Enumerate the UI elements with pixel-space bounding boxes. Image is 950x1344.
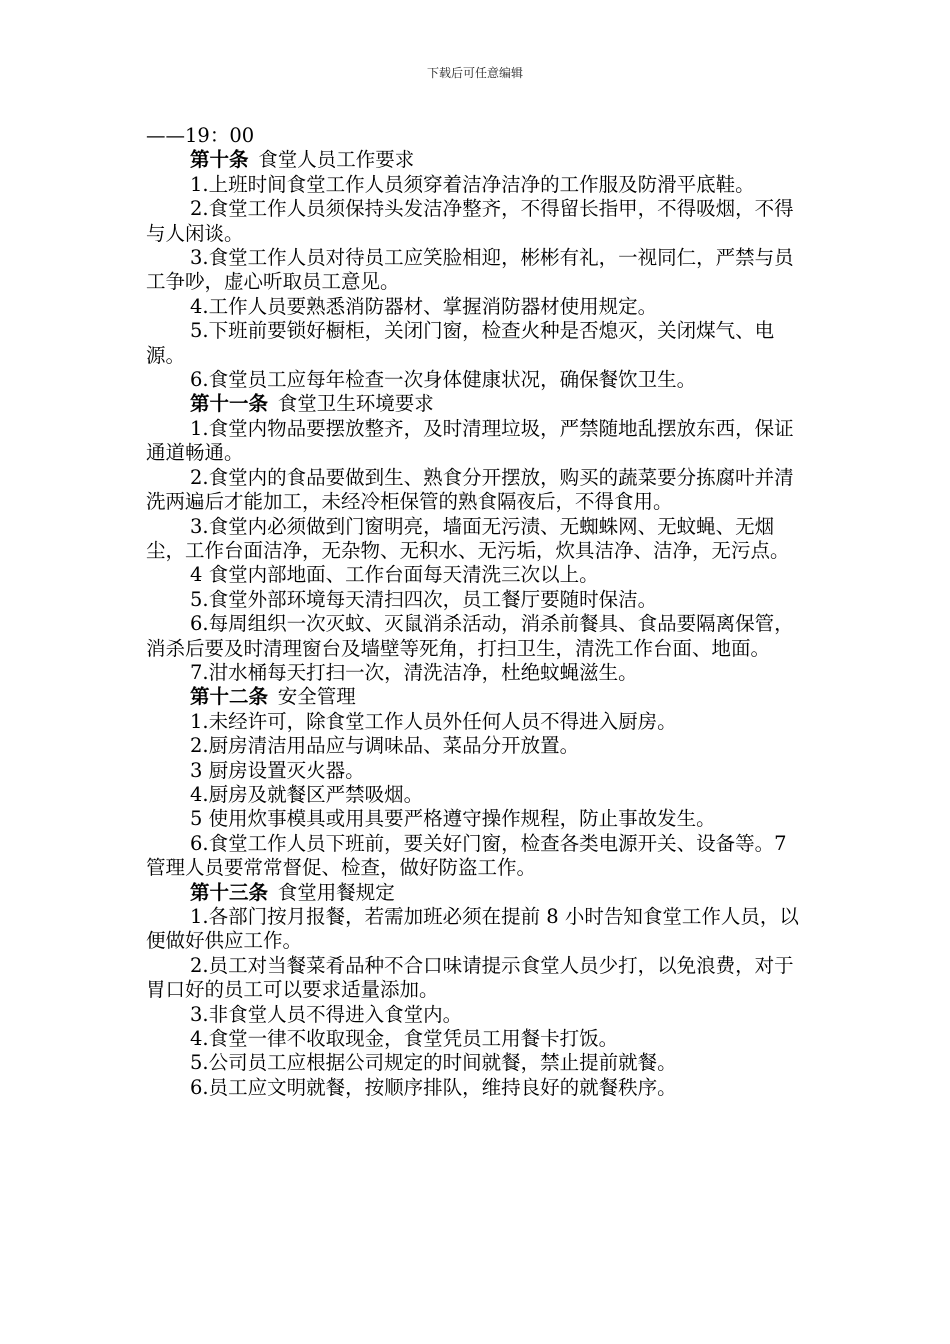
paragraph: ——19：00: [146, 124, 255, 147]
article-title: 食堂人员工作要求: [248, 148, 415, 172]
article-title: 食堂用餐规定: [268, 880, 395, 904]
paragraph: 1.上班时间食堂工作人员须穿着洁净洁净的工作服及防滑平底鞋。: [190, 172, 755, 196]
paragraph: 5.食堂外部环境每天清扫四次，员工餐厅要随时保洁。: [190, 587, 658, 611]
paragraph: 4.厨房及就餐区严禁吸烟。: [190, 782, 424, 806]
article-number: 第十条: [190, 148, 249, 172]
paragraph: 1.食堂内物品要摆放整齐，及时清理垃圾，严禁随地乱摆放东西，保证通道畅通。: [146, 416, 794, 465]
paragraph: 3.非食堂人员不得进入食堂内。: [190, 1002, 463, 1026]
article-number: 第十二条: [190, 685, 269, 709]
paragraph: 6.员工应文明就餐，按顺序排队，维持良好的就餐秩序。: [190, 1075, 677, 1099]
paragraph: 3.食堂工作人员对待员工应笑脸相迎，彬彬有礼，一视同仁，严禁与员工争吵，虚心听取员工意见。: [146, 246, 794, 294]
paragraph: 5.公司员工应根据公司规定的时间就餐，禁止提前就餐。: [190, 1051, 677, 1075]
paragraph: 6.每周组织一次灭蚊、灭鼠消杀活动，消杀前餐具、食品要隔离保管，消杀后要及时清理窗台及墙壁等死角，打扫卫生，清洗工作台面、地面。: [146, 612, 794, 660]
article-title: 食堂卫生环境要求: [268, 392, 434, 416]
paragraph: 2.食堂工作人员须保持头发洁净整齐，不得留长指甲，不得吸烟，不得与人闲谈。: [146, 197, 794, 245]
paragraph: 1.未经许可，除食堂工作人员外任何人员不得进入厨房。: [190, 709, 677, 733]
paragraph: 5.下班前要锁好橱柜，关闭门窗，检查火种是否熄灭，关闭煤气、电源。: [146, 319, 775, 367]
article-number: 第十一条: [190, 392, 269, 416]
paragraph: 3.食堂内必须做到门窗明亮，墙面无污渍、无蜘蛛网、无蚊蝇、无烟尘，工作台面洁净，无杂物、无积水、无污垢，炊具洁净、洁净，无污点。: [146, 514, 790, 562]
page-header: 下载后可任意编辑: [426, 66, 523, 80]
article-heading: [146, 148, 806, 172]
paragraph: 2.食堂内的食品要做到生、熟食分开摆放，购买的蔬菜要分拣腐叶并清洗两遍后才能加工，未经冷柜保管的熟食隔夜后，不得食用。: [146, 465, 794, 514]
paragraph: 5 使用炊事模具或用具要严格遵守操作规程，防止事故发生。: [190, 807, 716, 831]
article-heading: [146, 392, 806, 416]
paragraph: 2.员工对当餐菜肴品种不合口味请提示食堂人员少打，以免浪费，对于胃口好的员工可以要求适量添加。: [146, 953, 794, 1002]
paragraph: 4 食堂内部地面、工作台面每天清洗三次以上。: [190, 563, 599, 587]
article-heading: [146, 881, 806, 905]
paragraph: 1.各部门按月报餐，若需加班必须在提前 8 小时告知食堂工作人员，以便做好供应工作。: [146, 905, 799, 953]
paragraph: 6.食堂工作人员下班前，要关好门窗，检查各类电源开关、设备等。7 管理人员要常常督促、检查，做好防盗工作。: [146, 831, 787, 880]
paragraph: 4.工作人员要熟悉消防器材、掌握消防器材使用规定。: [190, 294, 658, 318]
article-title: 安全管理: [268, 685, 356, 709]
article-heading: [146, 685, 806, 709]
paragraph: 2.厨房清洁用品应与调味品、菜品分开放置。: [190, 734, 580, 758]
paragraph: 4.食堂一律不收取现金，食堂凭员工用餐卡打饭。: [190, 1027, 619, 1051]
document-body: [146, 124, 806, 1100]
paragraph: 6.食堂员工应每年检查一次身体健康状况，确保餐饮卫生。: [190, 368, 697, 392]
paragraph: 7.泔水桶每天打扫一次，清洗洁净，杜绝蚊蝇滋生。: [190, 660, 638, 684]
paragraph: 3 厨房设置灭火器。: [190, 758, 365, 782]
article-number: 第十三条: [190, 880, 269, 904]
